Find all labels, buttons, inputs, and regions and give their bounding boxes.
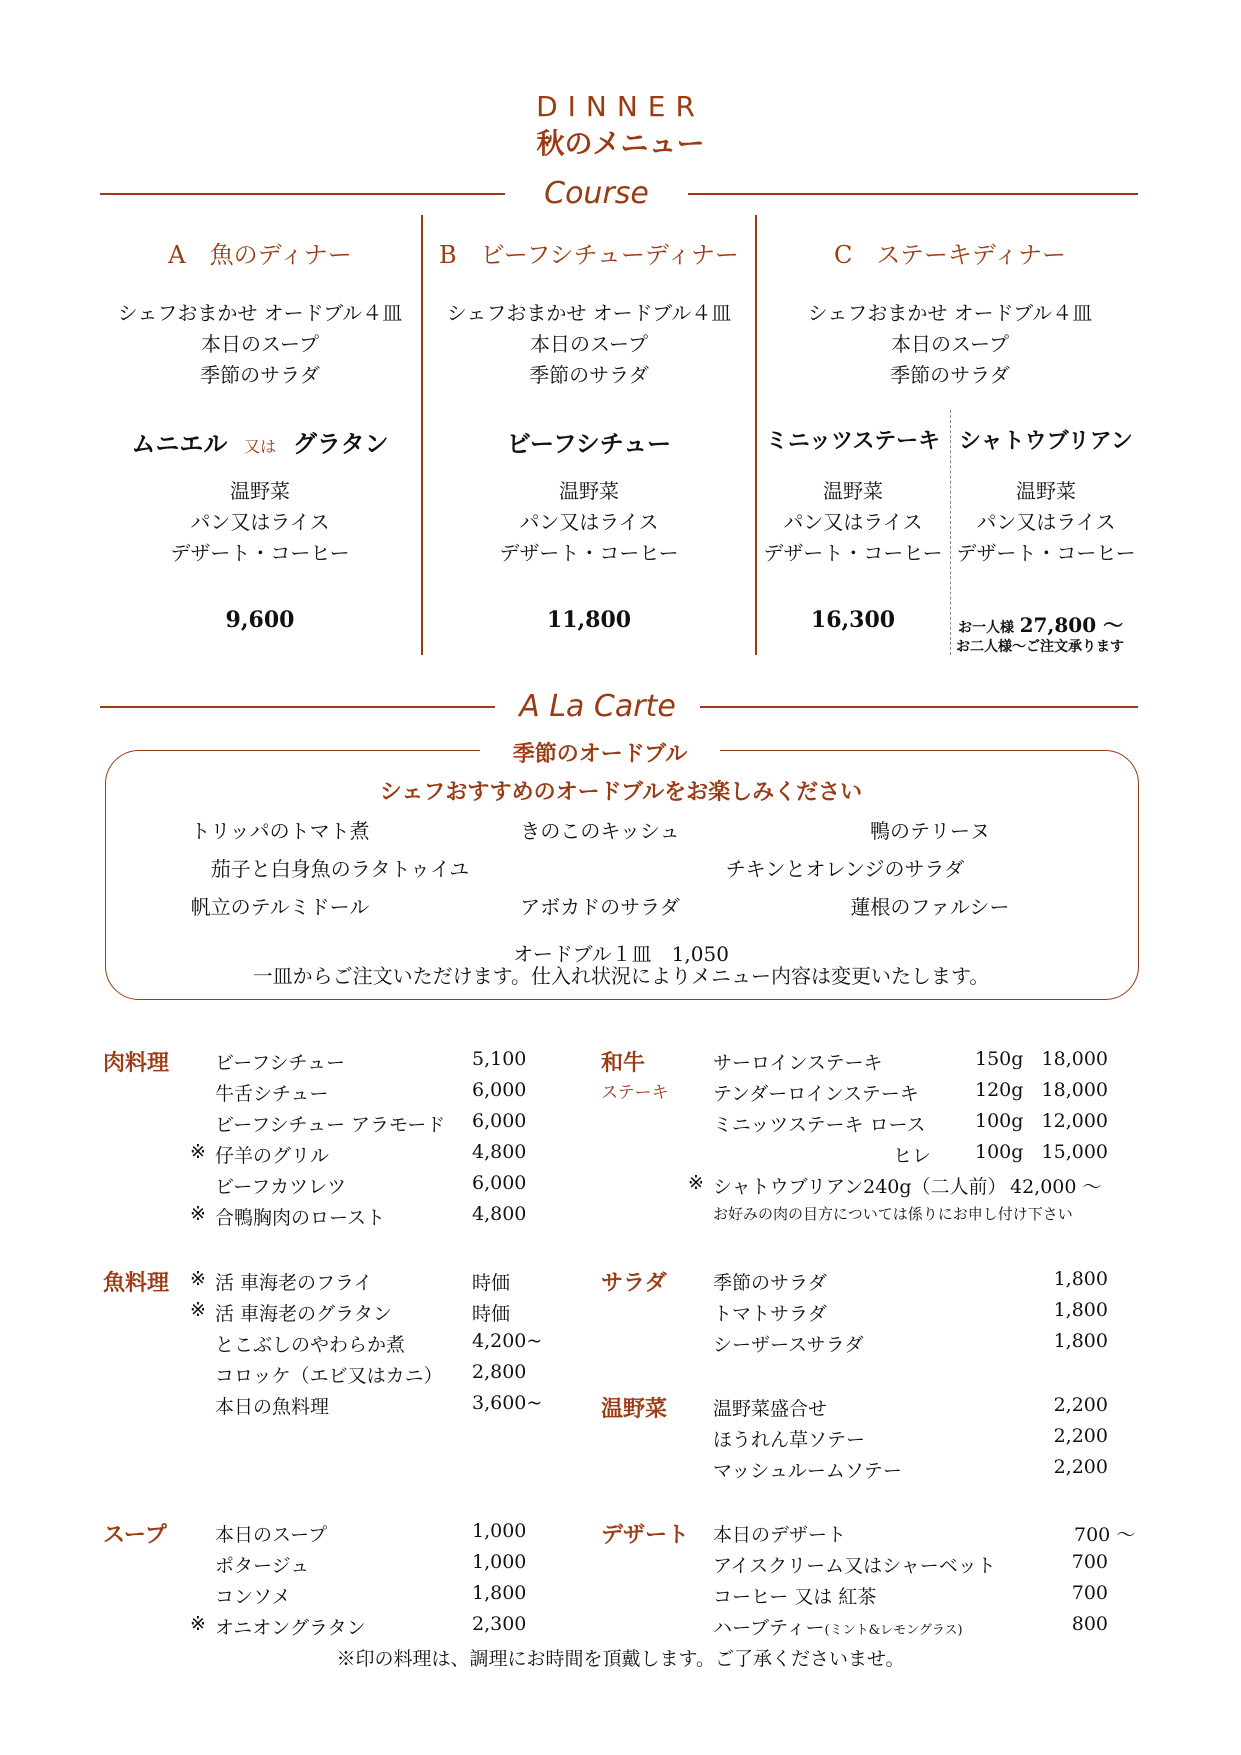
hors-item: トリッパのトマト煮 — [190, 819, 370, 843]
menu-price: 2,200 — [1053, 1394, 1108, 1416]
menu-item: コーヒー 又は 紅茶 — [713, 1586, 877, 1608]
menu-price: 2,200 — [1053, 1425, 1108, 1447]
menu-item: 本日のスープ — [215, 1524, 328, 1546]
course-c2-main: シャトウブリアン — [959, 428, 1133, 454]
hors-item: きのこのキッシュ — [520, 819, 680, 843]
menu-price: 5,100 — [472, 1048, 527, 1070]
menu-item: ヒレ — [893, 1145, 932, 1167]
menu-item: アイスクリーム又はシャーベット — [713, 1555, 996, 1577]
menu-price: 42,000 ～ — [1010, 1176, 1102, 1198]
menu-mark: ※ — [190, 1268, 206, 1290]
menu-weight: 150g — [975, 1048, 1024, 1070]
menu-item: シーザースサラダ — [713, 1334, 864, 1356]
category-wagyu-sub: ステーキ — [601, 1083, 669, 1103]
hors-item: 鴨のテリーヌ — [870, 819, 990, 843]
menu-price: 1,800 — [472, 1582, 527, 1604]
menu-mark: ※ — [190, 1299, 206, 1321]
title-autumn-menu: 秋のメニュー — [536, 127, 705, 160]
menu-price: 2,800 — [472, 1361, 527, 1383]
menu-price: 6,000 — [472, 1079, 527, 1101]
menu-price: 4,800 — [472, 1203, 527, 1225]
menu-price: 18,000 — [1041, 1048, 1108, 1070]
menu-price: 2,200 — [1053, 1456, 1108, 1478]
menu-price: 700 — [1071, 1551, 1108, 1573]
menu-item: コロッケ（エビ又はカニ） — [215, 1365, 443, 1387]
footer-note: ※印の料理は、調理にお時間を頂戴します。ご了承くださいませ。 — [336, 1648, 905, 1670]
hors-item: チキンとオレンジのサラダ — [725, 857, 965, 881]
menu-price: 4,200~ — [472, 1330, 543, 1352]
hors-item: アボカドのサラダ — [520, 895, 680, 919]
hors-price: オードブル１皿 1,050 — [513, 942, 729, 966]
menu-item: オニオングラタン — [215, 1617, 366, 1639]
menu-item: ポタージュ — [215, 1555, 310, 1577]
menu-price: 3,600~ — [472, 1392, 543, 1414]
hors-item: 帆立のテルミドール — [190, 895, 370, 919]
category-fish: 魚料理 — [103, 1270, 170, 1296]
menu-item: 本日の魚料理 — [215, 1396, 330, 1418]
menu-price: 時価 — [472, 1303, 511, 1325]
hors-title: 季節のオードブル — [480, 737, 720, 768]
menu-price: 1,800 — [1053, 1299, 1108, 1321]
menu-price: 700 ～ — [1074, 1524, 1136, 1546]
hors-subtitle: シェフおすすめのオードブルをお楽しみください — [379, 779, 863, 805]
menu-mark: ※ — [190, 1203, 206, 1225]
course-c2-note: お二人様～ご注文承ります — [956, 639, 1124, 655]
course-c2-price: お一人様 27,800 ～ — [958, 613, 1124, 637]
course-c1-price: 16,300 — [810, 607, 896, 633]
menu-item: ミニッツステーキ ロース — [713, 1114, 926, 1136]
menu-item: 合鴨胸肉のロースト — [215, 1207, 386, 1229]
menu-mark: ※ — [190, 1141, 206, 1163]
course-a-price: 9,600 — [225, 607, 295, 633]
menu-price: 時価 — [472, 1272, 511, 1294]
menu-weight: 100g — [975, 1110, 1024, 1132]
category-soup: スープ — [103, 1522, 167, 1548]
menu-item: マッシュルームソテー — [713, 1460, 902, 1482]
category-meat: 肉料理 — [103, 1050, 170, 1076]
menu-item: コンソメ — [215, 1586, 291, 1608]
menu-price: 12,000 — [1041, 1110, 1108, 1132]
divider — [688, 193, 1138, 195]
hors-item: 蓮根のファルシー — [850, 895, 1010, 919]
menu-item: 活 車海老のグラタン — [215, 1303, 392, 1325]
menu-item: ハーブティー(ミント&レモングラス) — [713, 1617, 963, 1639]
course-c1-sides: 温野菜 パン又はライス デザート・コーヒー — [763, 479, 943, 565]
menu-item: 温野菜盛合せ — [713, 1398, 828, 1420]
menu-price: 1,000 — [472, 1551, 527, 1573]
divider — [100, 193, 505, 195]
section-alacarte: A La Carte — [519, 689, 676, 724]
menu-price: 15,000 — [1041, 1141, 1108, 1163]
menu-item: サーロインステーキ — [713, 1052, 883, 1074]
menu-item: ビーフカツレツ — [215, 1176, 347, 1198]
course-a-sides: 温野菜 パン又はライス デザート・コーヒー — [170, 479, 350, 565]
menu-item: 牛舌シチュー — [215, 1083, 329, 1105]
menu-price: 1,000 — [472, 1520, 527, 1542]
course-c-starters: シェフおまかせ オードブル４皿 本日のスープ 季節のサラダ — [807, 301, 1093, 387]
course-b-sides: 温野菜 パン又はライス デザート・コーヒー — [499, 479, 679, 565]
category-wagyu: 和牛 — [601, 1050, 646, 1076]
course-b-price: 11,800 — [546, 607, 632, 633]
menu-item: 仔羊のグリル — [215, 1145, 330, 1167]
menu-item: 季節のサラダ — [713, 1272, 827, 1294]
hors-note: 一皿からご注文いただけます。仕入れ状況によりメニュー内容は変更いたします。 — [252, 964, 990, 988]
course-a-main: ムニエル 又は グラタン — [131, 429, 389, 458]
section-course: Course — [544, 176, 649, 211]
divider — [100, 706, 495, 708]
wagyu-note: お好みの肉の目方については係りにお申し付け下さい — [713, 1205, 1073, 1223]
column-divider-dashed — [950, 410, 951, 655]
divider — [700, 706, 1138, 708]
course-b-starters: シェフおまかせ オードブル４皿 本日のスープ 季節のサラダ — [446, 301, 732, 387]
category-salad: サラダ — [601, 1270, 667, 1296]
menu-item: ビーフシチュー — [215, 1052, 345, 1074]
menu-item: 本日のデザート — [713, 1524, 847, 1546]
course-a-starters: シェフおまかせ オードブル４皿 本日のスープ 季節のサラダ — [117, 301, 403, 387]
menu-item: ほうれん草ソテー — [713, 1429, 866, 1451]
menu-item: とこぶしのやわらか煮 — [215, 1334, 406, 1356]
category-veg: 温野菜 — [601, 1396, 668, 1422]
column-divider — [421, 215, 423, 655]
menu-price: 700 — [1071, 1582, 1108, 1604]
menu-item: ビーフシチュー アラモード — [215, 1114, 446, 1136]
menu-item: トマトサラダ — [713, 1303, 827, 1325]
course-c-title: C ステーキディナー — [834, 241, 1066, 269]
menu-price: 1,800 — [1053, 1268, 1108, 1290]
category-dessert: デザート — [601, 1522, 690, 1548]
menu-item: 活 車海老のフライ — [215, 1272, 373, 1294]
menu-price: 18,000 — [1041, 1079, 1108, 1101]
menu-price: 4,800 — [472, 1141, 527, 1163]
title-dinner: DINNER — [536, 90, 705, 123]
column-divider — [755, 215, 757, 655]
menu-item: テンダーロインステーキ — [713, 1083, 919, 1105]
menu-price: 800 — [1071, 1613, 1108, 1635]
menu-mark: ※ — [688, 1172, 704, 1194]
menu-weight: 120g — [975, 1079, 1024, 1101]
menu-weight: 100g — [975, 1141, 1024, 1163]
course-b-main: ビーフシチュー — [506, 429, 672, 458]
course-c2-sides: 温野菜 パン又はライス デザート・コーヒー — [956, 479, 1136, 565]
menu-price: 1,800 — [1053, 1330, 1108, 1352]
menu-mark: ※ — [190, 1613, 206, 1635]
course-a-title: A 魚のディナー — [168, 241, 352, 269]
hors-item: 茄子と白身魚のラタトゥイユ — [210, 857, 470, 881]
menu-price: 2,300 — [472, 1613, 527, 1635]
menu-price: 6,000 — [472, 1110, 527, 1132]
course-c1-main: ミニッツステーキ — [765, 428, 941, 454]
course-b-title: B ビーフシチューディナー — [439, 241, 739, 269]
menu-item: シャトウブリアン240g（二人前） — [713, 1176, 1007, 1198]
menu-price: 6,000 — [472, 1172, 527, 1194]
